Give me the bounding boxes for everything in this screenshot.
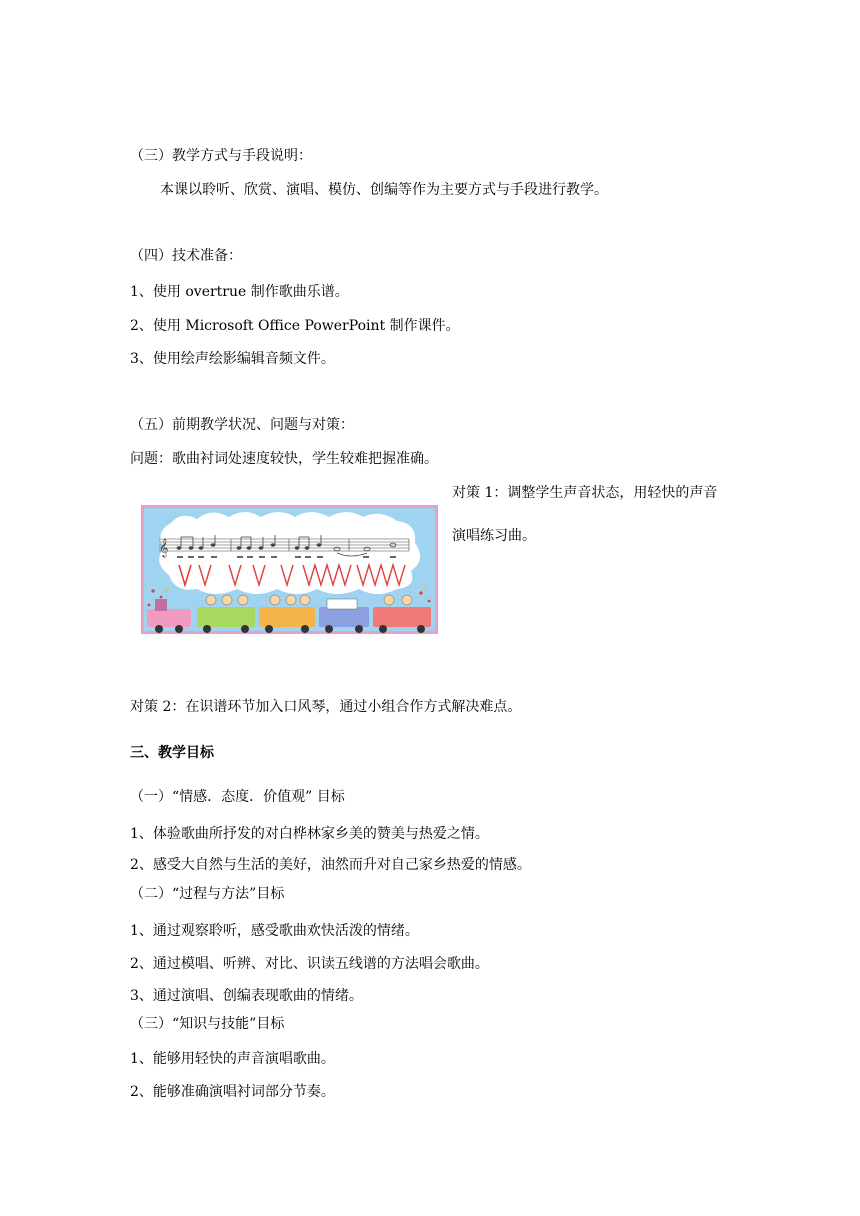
tech-prep-item: 1、使用 overtrue 制作歌曲乐谱。 <box>130 284 349 300</box>
objectives-group2-heading: （二）“过程与方法”目标 <box>130 886 285 902</box>
strategy2-text: 对策 2：在识谱环节加入口风琴，通过小组合作方式解决难点。 <box>130 699 522 715</box>
strategy1-text-cont: 演唱练习曲。 <box>452 528 536 544</box>
objectives-title: 三、教学目标 <box>130 745 214 761</box>
objective-item: 2、感受大自然与生活的美好，油然而升对自己家乡热爱的情感。 <box>130 857 531 873</box>
tech-prep-item: 3、使用绘声绘影编辑音频文件。 <box>130 351 335 367</box>
objective-item: 3、通过演唱、创编表现歌曲的情绪。 <box>130 988 363 1004</box>
objective-item: 2、通过模唱、听辨、对比、识读五线谱的方法唱会歌曲。 <box>130 956 489 972</box>
objective-item: 1、能够用轻快的声音演唱歌曲。 <box>130 1051 335 1067</box>
problem-text: 问题：歌曲衬词处速度较快，学生较难把握准确。 <box>130 451 438 467</box>
teaching-methods-text: 本课以聆听、欣赏、演唱、模仿、创编等作为主要方式与手段进行教学。 <box>160 182 608 198</box>
objectives-group3-heading: （三）“知识与技能”目标 <box>130 1016 285 1032</box>
objective-item: 1、通过观察聆听，感受歌曲欢快活泼的情绪。 <box>130 923 419 939</box>
objective-item: 2、能够准确演唱衬词部分节奏。 <box>130 1084 335 1100</box>
section-heading-tech-prep: （四）技术准备： <box>130 248 242 264</box>
objectives-group1-heading: （一）“情感．态度．价值观” 目标 <box>130 789 345 805</box>
tech-prep-item: 2、使用 Microsoft Office PowerPoint 制作课件。 <box>130 318 460 334</box>
strategy1-text: 对策 1：调整学生声音状态，用轻快的声音 <box>452 485 718 501</box>
svg-text:𝄞: 𝄞 <box>159 538 169 557</box>
objective-item: 1、体验歌曲所抒发的对白桦林家乡美的赞美与热爱之情。 <box>130 826 489 842</box>
section-heading-prior-situation: （五）前期教学状况、问题与对策： <box>130 417 354 433</box>
section-heading-teaching-methods: （三）教学方式与手段说明： <box>130 148 312 164</box>
rhythm-exercise-image <box>141 505 438 634</box>
